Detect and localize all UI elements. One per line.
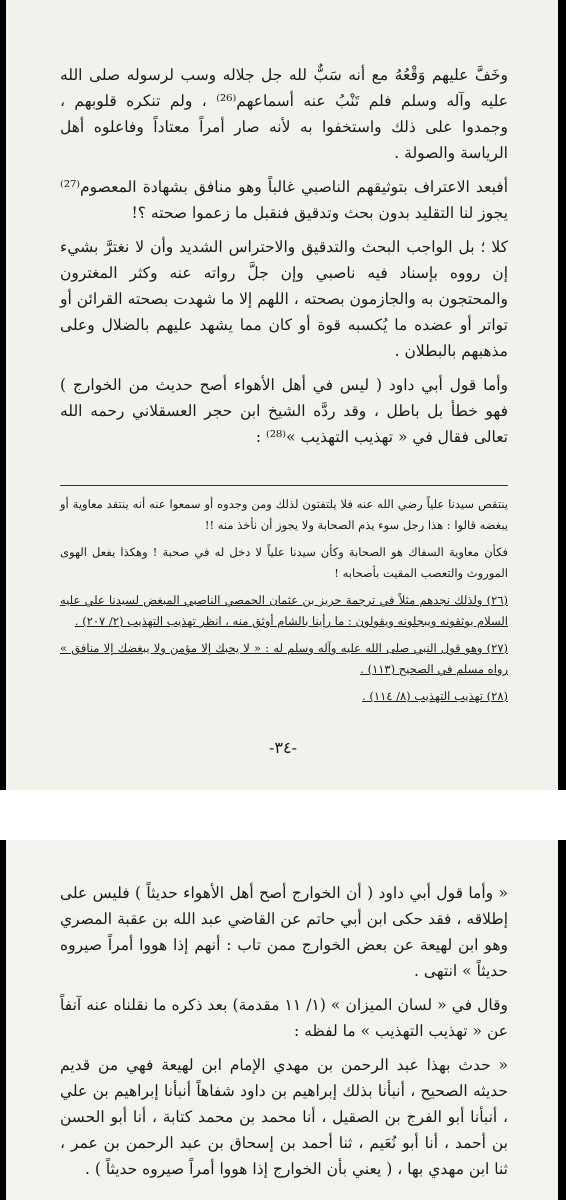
footnote-separator	[60, 485, 508, 486]
main-text-bottom	[60, 880, 508, 1190]
footnote: فكأن معاوية السفاك هو الصحابة وكأن سيدنا علياً لا دخل له في صحبة ! وهكذا يفعل الهوى الموروث والتعصب المقيت بأصحابه !	[60, 545, 508, 580]
footnotes	[60, 494, 508, 713]
paragraph: وخَفَّ عليهم وَقْعُهُ مع أنه سَبٌّ لله جل جلاله وسب لرسوله صلى الله عليه وآله وسلم فلم تَنْبُ عنه أسماعهم⁽²⁶⁾ ، ولم تنكره قلوبهم ، وجمدوا على ذلك واستخفوا به لأنه صار أمراً معتاداً وفاعلوه أهل الرياسة والصولة .	[60, 66, 508, 162]
page-edge-right	[558, 0, 566, 790]
page-edge-right	[558, 840, 566, 1200]
footnote: (٢٦) ولذلك نجدهم مثلاً في ترجمة حريز بن عثمان الحمصي الناصبي المبغض لسيدنا علي عليه السلام يوثقونه ويبجلونه ويقولون : ما رأينا بالشام أوثق منه ، انظر تهذيب التهذيب (٢/ ٢٠٧) .	[60, 593, 508, 628]
paragraph: « حدث بهذا عبد الرحمن بن مهدي الإمام ابن لهيعة فهي من قديم حديثه الصحيح ، أنبأنا بذلك إبراهيم بن داود شفاهاً أنبأنا إبراهيم بن علي ، أنبأنا أبو الفرج بن الصقيل ، أنا محمد بن محمد كتابة ، أنا أبو الحسن بن أحمد ، أنا أبو نُعَيم ، ثنا أحمد بن إسحاق بن عبد الرحمن بن عمر ، ثنا ابن مهدي بها ، ( يعني بأن الخوارج إذا هووا أمراً صيروه حديثاً ) .	[60, 1056, 508, 1178]
footnote: ينتقص سيدنا علياً رضي الله عنه فلا يلتفتون لذلك ومن وجدوه أو سمعوا عنه أنه ينتقد معاوية أو يبغضه قالوا : هذا رجل سوء يذم الصحابة ولا يجوز أن نأخذ منه !!	[60, 497, 508, 532]
page-edge-left	[0, 840, 6, 1200]
footnote: (٢٨) تهذيب التهذيب (٨/ ١١٤) .	[362, 689, 508, 703]
paragraph: كلا ؛ بل الواجب البحث والتدقيق والاحتراس الشديد وأن لا نغترَّ بشيء إن رووه بإسناد فيه ناصبي وإن جلَّ رواته عنه وكثر المغترون والمحتجون به والجازمون بصحته ، اللهم إلا ما شهدت بصحته القرائن أو تواتر أو عضده ما يُكسبه قوة أو كان مما يشهد عليهم بالضلال وعلى مذهبهم بالبطلان .	[60, 238, 508, 360]
paragraph: أفبعد الاعتراف بتوثيقهم الناصبي غالباً وهو منافق بشهادة المعصوم⁽²⁷⁾ يجوز لنا التقليد بدون بحث وتدقيق فنقبل ما زعموا صحته ؟!	[60, 178, 508, 222]
page-edge-left	[0, 0, 6, 790]
paragraph: « وأما قول أبي داود ( أن الخوارج أصح أهل الأهواء حديثاً ) فليس على إطلاقه ، فقد حكى ابن أبي حاتم عن القاضي عبد الله بن عقبة المصري وهو ابن لهيعة عن بعض الخوارج ممن تاب : أنهم إذا هووا أمراً صيروه حديثاً » انتهى .	[60, 884, 508, 980]
paragraph: وقال في « لسان الميزان » (١/ ١١ مقدمة) بعد ذكره ما نقلناه عنه آنفاً عن « تهذيب التهذيب » ما لفظه :	[60, 996, 508, 1040]
paragraph: وأما قول أبي داود ( ليس في أهل الأهواء أصح حديث من الخوارج ) فهو خطأ بل باطل ، وقد ردَّه الشيخ ابن حجر العسقلاني رحمه الله تعالى فقال في « تهذيب التهذيب »⁽²⁸⁾ :	[60, 376, 508, 446]
footnote: (٢٧) وهو قول النبي صلى الله عليه وآله وسلم له : « لا يحبك إلا مؤمن ولا يبغضك إلا منافق » رواه مسلم في الصحيح (١١٣) .	[60, 641, 508, 676]
main-text	[60, 62, 508, 458]
screenshot-gap	[0, 790, 566, 840]
page-number: -٣٤-	[269, 738, 297, 757]
